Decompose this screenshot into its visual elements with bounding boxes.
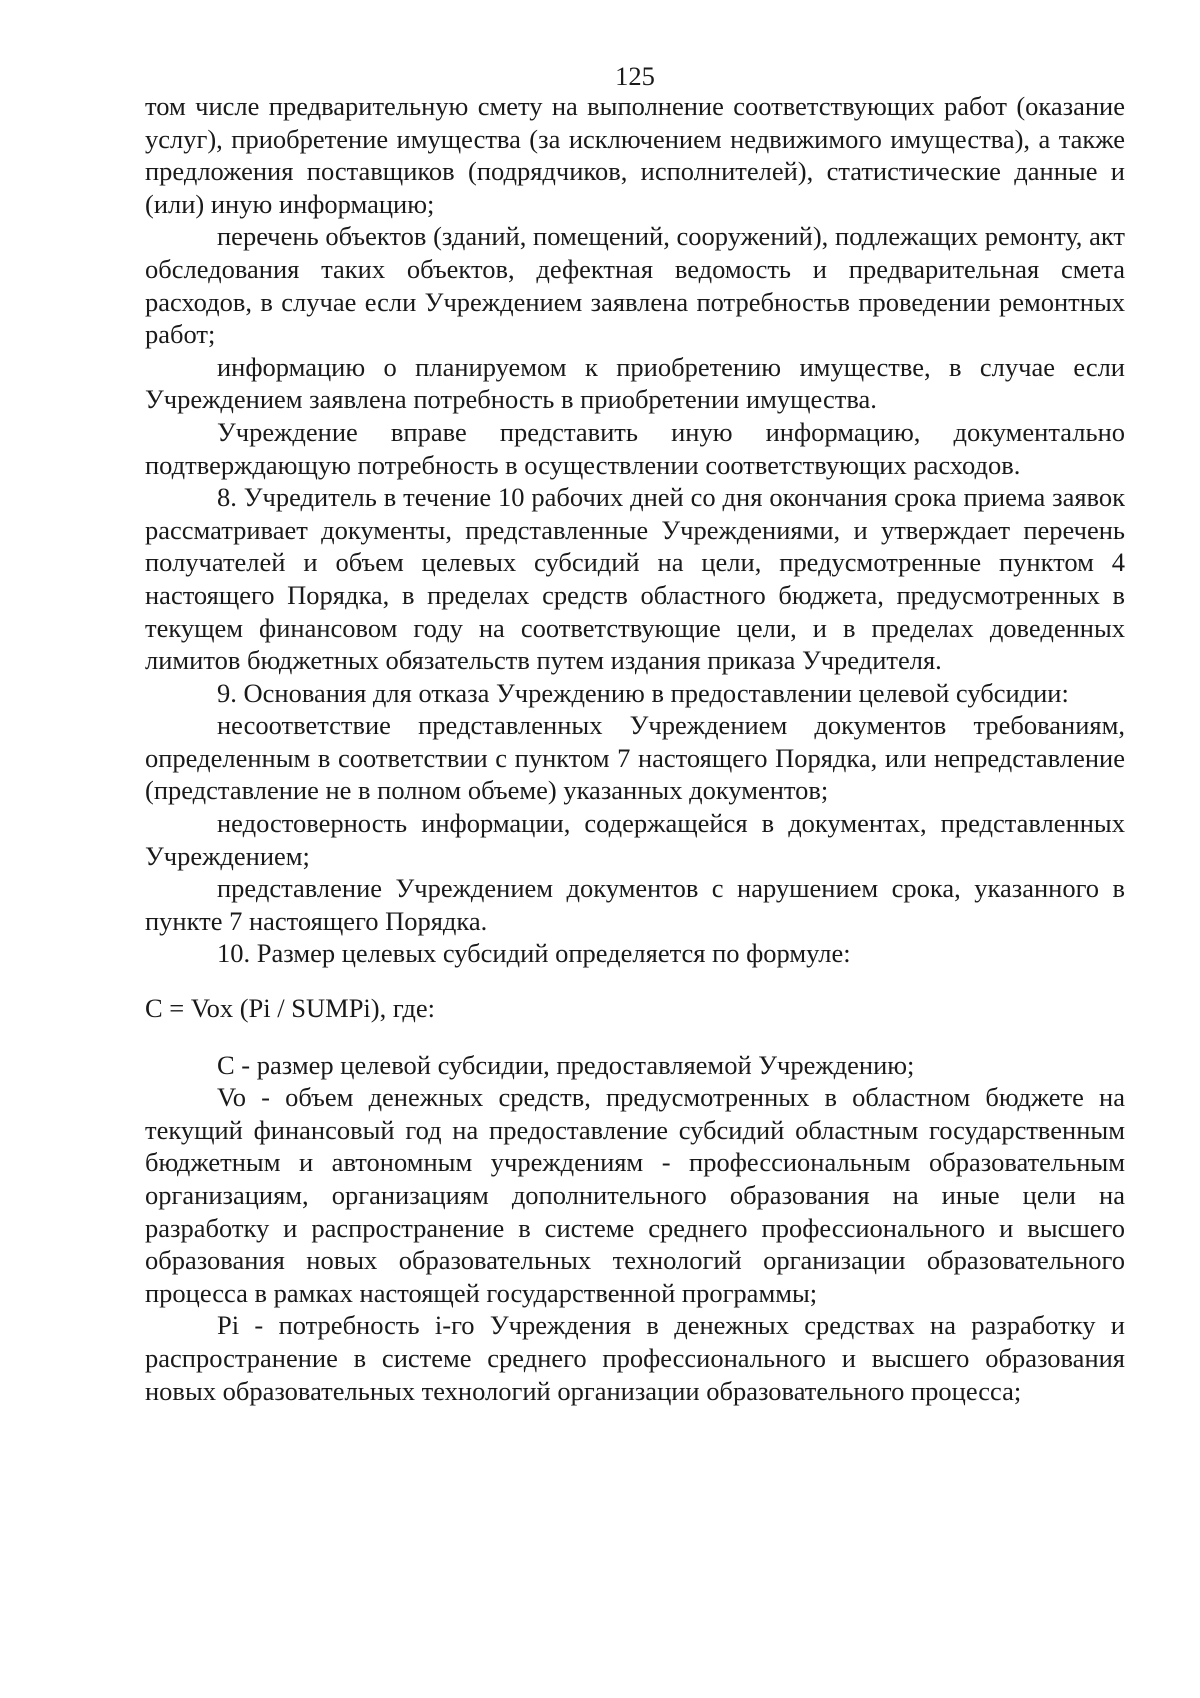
paragraph-refusal-ground-3: представление Учреждением документов с нарушением срока, указанного в пункте 7 настоящего Порядка. (145, 873, 1125, 936)
paragraph-other-info: Учреждение вправе представить иную информацию, документально подтверждающую потребность в осуществлении соответствующих расходов. (145, 416, 1125, 480)
page-number: 125 (615, 61, 655, 91)
paragraph-repair-objects-list: перечень объектов (зданий, помещений, сооружений), подлежащих ремонту, акт обследования таких объектов, дефектная ведомость и предварительная смета расходов, в случае если Учреждением заявлена потребностьв проведении ремонтных работ; (145, 221, 1125, 350)
subsidy-formula: С = Vox (Pi / SUMPi), где: (145, 993, 436, 1024)
paragraph-documents-continuation: том числе предварительную смету на выполнение соответствующих работ (оказание услуг), приобретение имущества (за исключением недвижимого имущества), а также предложения поставщиков (подрядчиков, исполнителей), статистические данные и (или) иную информацию; (145, 91, 1125, 219)
paragraph-item-9: 9. Основания для отказа Учреждению в предоставлении целевой субсидии: (217, 677, 1069, 708)
paragraph-definition-pi: Pi - потребность i-го Учреждения в денежных средствах на разработку и распространение в системе среднего профессионального и высшего образования новых образовательных технологий организации образовательного процесса; (145, 1310, 1125, 1406)
paragraph-definition-c: С - размер целевой субсидии, предоставляемой Учреждению; (217, 1049, 915, 1080)
paragraph-refusal-ground-1: несоответствие представленных Учреждением документов требованиям, определенным в соответствии с пунктом 7 настоящего Порядка, или непредставление (представление не в полном объеме) указанных документов; (145, 710, 1125, 806)
paragraph-item-8: 8. Учредитель в течение 10 рабочих дней со дня окончания срока приема заявок рассматривает документы, представленные Учреждениями, и утверждает перечень получателей и объем целевых субсидий на цели, предусмотренные пунктом 4 настоящего Порядка, в пределах средств областного бюджета, предусмотренных в текущем финансовом году на соответствующие цели, и в пределах доведенных лимитов бюджетных обязательств путем издания приказа Учредителя. (145, 482, 1125, 676)
paragraph-refusal-ground-2: недостоверность информации, содержащейся в документах, представленных Учреждением; (145, 808, 1125, 871)
document-page (145, 60, 1125, 1407)
paragraph-property-info: информацию о планируемом к приобретению имуществе, в случае если Учреждением заявлена потребность в приобретении имущества. (145, 351, 1125, 415)
paragraph-item-10: 10. Размер целевых субсидий определяется по формуле: (217, 938, 851, 969)
paragraph-definition-vo: Vo - объем денежных средств, предусмотренных в областном бюджете на текущий финансовый год на предоставление субсидий областным государственным бюджетным и автономным учреждениям - профессиональным образовательным организациям, организациям дополнительного образования на иные цели на разработку и распространение в системе среднего профессионального и высшего образования новых образовательных технологий организации образовательного процесса в рамках настоящей государственной программы; (145, 1082, 1125, 1308)
